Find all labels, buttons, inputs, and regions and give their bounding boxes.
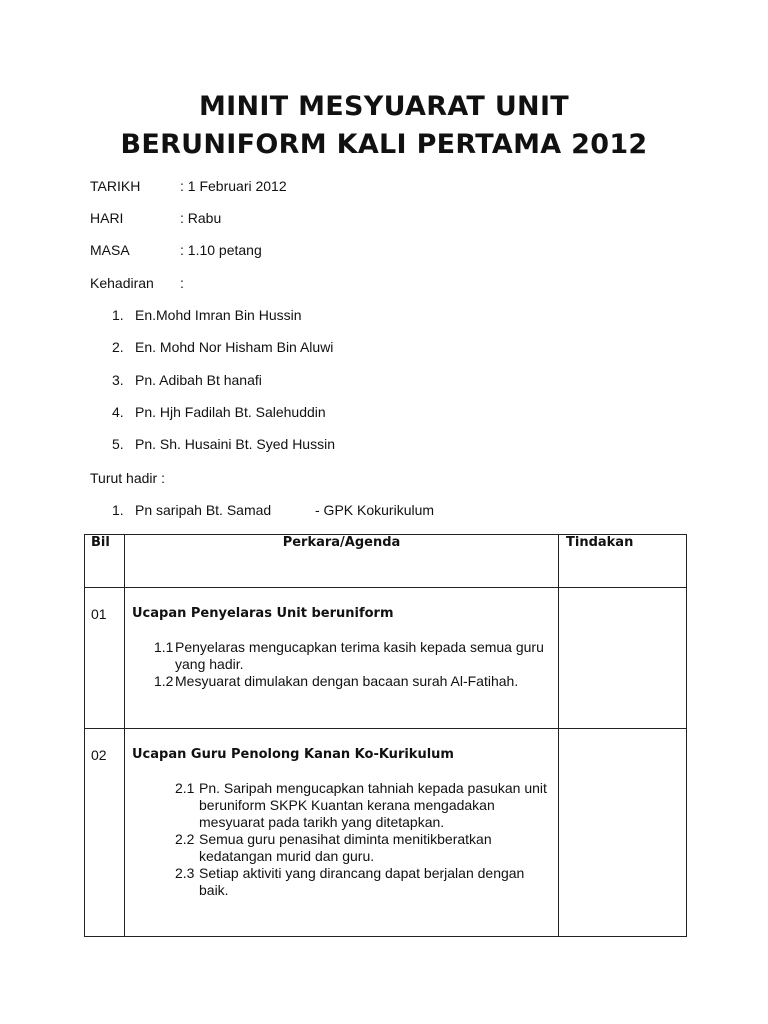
attendee-name: En.Mohd Imran Bin Hussin bbox=[135, 307, 302, 323]
meta-tarikh bbox=[90, 177, 287, 195]
list-item bbox=[112, 371, 262, 389]
agenda-item bbox=[175, 831, 534, 865]
row-agenda bbox=[125, 588, 559, 729]
hari-value: : Rabu bbox=[180, 210, 222, 226]
list-number: 3. bbox=[112, 372, 124, 388]
masa-label: MASA bbox=[90, 242, 130, 258]
list-item bbox=[112, 435, 335, 453]
tarikh-value: : 1 Februari 2012 bbox=[180, 178, 287, 194]
item-text: Setiap aktiviti yang dirancang dapat berjalan dengan baik. bbox=[199, 865, 525, 898]
item-number: 2.1 bbox=[175, 780, 195, 796]
section-title: Ucapan Penyelaras Unit beruniform bbox=[132, 606, 394, 621]
agenda-item bbox=[175, 780, 549, 831]
table-row bbox=[85, 729, 687, 937]
title-line-2: BERUNIFORM KALI PERTAMA 2012 bbox=[120, 129, 648, 160]
row-agenda bbox=[125, 729, 559, 937]
header-tindakan: Tindakan bbox=[559, 535, 687, 588]
document-title bbox=[0, 88, 768, 164]
list-item bbox=[112, 403, 326, 421]
header-perkara: Perkara/Agenda bbox=[125, 535, 559, 588]
agenda-table bbox=[84, 534, 687, 937]
item-number: 1.1 bbox=[154, 639, 174, 655]
table-header-row bbox=[85, 535, 687, 588]
row-tindakan bbox=[559, 588, 687, 729]
meta-masa bbox=[90, 241, 262, 259]
hari-label: HARI bbox=[90, 210, 124, 226]
masa-value: : 1.10 petang bbox=[180, 242, 262, 258]
item-number: 2.2 bbox=[175, 831, 195, 847]
item-text: Semua guru penasihat diminta menitikberatkan kedatangan murid dan guru. bbox=[199, 831, 492, 864]
attendee-name: Pn. Adibah Bt hanafi bbox=[135, 372, 262, 388]
attendee-name: Pn. Hjh Fadilah Bt. Salehuddin bbox=[135, 404, 326, 420]
item-text: Pn. Saripah mengucapkan tahniah kepada pasukan unit beruniform SKPK Kuantan kerana mengadakan mesyuarat pada tarikh yang ditetapkan. bbox=[199, 780, 547, 830]
list-number: 4. bbox=[112, 404, 124, 420]
attendee-name: Pn saripah Bt. Samad bbox=[135, 502, 272, 518]
table-row bbox=[85, 588, 687, 729]
list-item bbox=[112, 501, 271, 519]
title-line-1: MINIT MESYUARAT UNIT bbox=[198, 91, 570, 122]
turut-hadir-label: Turut hadir : bbox=[90, 470, 165, 486]
kehadiran-label: Kehadiran bbox=[90, 275, 154, 291]
agenda-item bbox=[175, 865, 554, 899]
item-text: Mesyuarat dimulakan dengan bacaan surah Al-Fatihah. bbox=[175, 673, 519, 689]
header-bil: Bil bbox=[85, 535, 125, 588]
section-title: Ucapan Guru Penolong Kanan Ko-Kurikulum bbox=[132, 747, 454, 762]
list-item bbox=[112, 306, 302, 324]
kehadiran-colon: : bbox=[180, 275, 184, 291]
list-number: 1. bbox=[112, 502, 124, 518]
attendee-role: - GPK Kokurikulum bbox=[315, 502, 435, 518]
item-text: Penyelaras mengucapkan terima kasih kepada semua guru yang hadir. bbox=[175, 639, 544, 672]
row-bil: 01 bbox=[85, 588, 125, 729]
row-bil: 02 bbox=[85, 729, 125, 937]
tarikh-label: TARIKH bbox=[90, 178, 141, 194]
agenda-item bbox=[154, 639, 555, 673]
agenda-item bbox=[154, 673, 565, 690]
item-number: 2.3 bbox=[175, 865, 195, 881]
list-number: 1. bbox=[112, 307, 124, 323]
meta-hari bbox=[90, 209, 221, 227]
row-tindakan bbox=[559, 729, 687, 937]
item-number: 1.2 bbox=[154, 673, 174, 689]
list-number: 5. bbox=[112, 436, 124, 452]
meta-kehadiran bbox=[90, 274, 184, 292]
list-item bbox=[112, 338, 333, 356]
attendee-name: Pn. Sh. Husaini Bt. Syed Hussin bbox=[135, 436, 335, 452]
list-number: 2. bbox=[112, 339, 124, 355]
attendee-name: En. Mohd Nor Hisham Bin Aluwi bbox=[135, 339, 334, 355]
